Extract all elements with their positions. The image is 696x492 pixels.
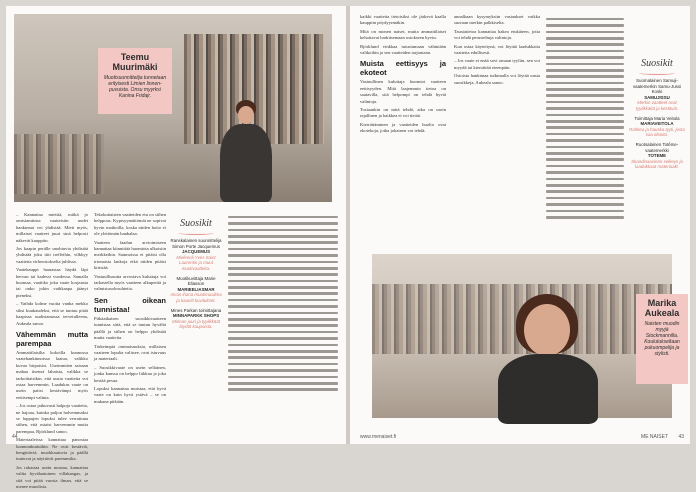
body-paragraph: Jos kaapin perälle unohtuvia yhdistää yhdistää joku tiiti treffeihin, vilkkyy vaatteita virheostokselta juhlissa.: [16, 246, 88, 264]
section-heading: Muista eettisyys ja ekoteot: [360, 59, 446, 78]
favorite-quote: Minnan juuri ja tyylikkäät löydöt kaupoista.: [172, 318, 220, 330]
caption-name: Marika Aukeala: [644, 298, 680, 318]
body-paragraph: Lopuksi kannattaa muistaa, että hyvä vaate on kuin hyvä ystävä – se on mukana pitkään.: [94, 385, 166, 404]
body-paragraph: – Vaihda kolme vuotta vanha mekko siksi kuukaudeksi, että se tuntuu pitää kaapissa uudistamassa tervetulleena, Aukeala sanoo.: [16, 301, 88, 326]
favorite-handle: MARIAVEITOLA: [640, 121, 674, 127]
body-paragraph: Mitä on monen naiset, mutta ammattilaiset kehottavat harkitsemaan ostokseen hyvin.: [360, 28, 446, 41]
body-paragraph: – Jos ostaa jatkuvasti halpoja vaatteita, ne hajoaa, kuinka paljon halvemmaksi se loppujen lopuksi tulee verrattuna siihen, että ostaisi harvemmin mutta parempaa, Björklund sanoo.: [16, 403, 88, 434]
body-paragraph: Vaatteen laadun arvioimiseen kannattaa kiinnittää huomiota ulkoisiin merkkeihin. Saumoissa ei pitäisi olla irtonaisia lankoja eikä niiden pitäisi kiristää.: [94, 239, 166, 271]
right-page: [350, 6, 690, 444]
favorite-handle: MARIEELIASMAR: [177, 286, 215, 292]
designer-photo: [14, 14, 332, 202]
favorite-who: Suomalainen Samuji-vaatemerkin Samu-Jussi Koski: [632, 78, 682, 95]
body-paragraph: kaikki vaatteita tietoisiksi ole järkevä kaalla kauppiin pöydyyrmäkin.: [360, 14, 446, 26]
favorite-handle: JACQUEMUS: [181, 249, 211, 255]
left-page: [6, 6, 346, 490]
body-paragraph: – Jos vaate ei enää sovi omaan tyyliin, sen voi myydä tai kierrättää eteenpäin.: [454, 58, 540, 70]
body-paragraph: Jos rakastaa usein mustaa, kannattaa valita hyvälaatuinen villakangas, ja sitä voi pitää vuosia ilman, että se menee muodista.: [16, 464, 88, 490]
section-heading: Sen oikean tunnistaa!: [94, 295, 166, 314]
wave-divider: [639, 71, 675, 75]
body-paragraph: Vastuullisuutta arvostava kuluttaja voi tarkastella myös vaatteen alkuperää ja valmistusolosuhteita.: [94, 273, 166, 292]
section-label: ME NAISET: [641, 434, 668, 440]
person-shape: [220, 124, 272, 202]
favorite-handle: MINNAPARKK SHOPS: [172, 313, 220, 319]
left-column-3: [228, 212, 338, 395]
face-shape: [524, 304, 570, 356]
body-paragraph: – Kannattaa miettiä, mitkä jo omistamiinsa vaatteisiin uudet hankinnat voi yhdistää. Mieti myös, millaiset vaatteet juuri sinä helposti näkevät kauppiin.: [16, 212, 88, 243]
designer-caption: [98, 48, 172, 114]
body-paragraph: Tekokuitaisten vaatteiden etu on siihen helppous. Kypisyymättömät ne sopivat hyvin matkoilla, koska niiden hoito ei ole ylettömän hankalaa.: [94, 212, 166, 237]
body-paragraph: Tosiaankin on mitä tehdä, aika on usein rajallinen ja kaikkea ei voi tietää.: [360, 107, 446, 119]
right-column-1: [360, 14, 446, 137]
body-paragraph: Vastuullinen kuluttaja huomioi vaatteen eettisyyden. Mitä laajemmin tietoa on saatavilla, sitä helpompi on tehdä hyviä valintoja.: [360, 79, 446, 104]
website-footer: www.menaiset.fi: [360, 434, 397, 440]
favorite-quote: Aivan ihana muotimaailma ja kauniit kuvitukset.: [170, 292, 222, 303]
favorite-item: [628, 78, 686, 112]
body-paragraph: Björklund vinkkaa tutustumaan vähintään valikoihin ja sen vaatteiden tarjontaan.: [360, 43, 446, 56]
caption-description: Muotisuunnittelija tunnetaan erityisesti Limien linnen-puvuista. Onsu myyrksi Kanina Fridajr.: [103, 75, 167, 99]
body-paragraph: Tärkeimpiä ominaisuuksia, millaisen vaatteen lopulta valitsee, ovat istuvuus ja materiaali.: [94, 343, 166, 362]
left-column-1: [16, 212, 88, 492]
wave-divider: [178, 231, 214, 235]
body-paragraph: Vaatekauppi haarastaa häydä läpi hervan tai kadessi vuodessa. Samalla huomaa, vaatiiko joku vaate korjausta tai onko jokin vaihkaapa jäänyt pieneksi.: [16, 267, 88, 298]
body-paragraph: Kierrättäminen ja vaatteiden huolto ovat ekotekoja, jotka jokainen voi tehdä.: [360, 121, 446, 134]
favorite-who: Ruotsalainen Totême-vaatemerkki: [635, 141, 679, 153]
favorite-quote: Rohkea ja hauska tyyli, josta saa ideoita.: [629, 126, 685, 138]
favorites-sidebar-right: [628, 58, 686, 174]
section-heading: Vähemmän mutta parempaa: [16, 329, 88, 348]
right-column-2: [454, 14, 540, 88]
favorite-handle: SAMUJISSU: [644, 94, 670, 100]
favorites-heading: Suosikit: [180, 218, 212, 229]
body-paragraph: – Suosikkivaate on usein sellainen, jonka kanssa on helppo liikkua ja joka kestää pesua.: [94, 364, 166, 383]
favorite-who: Muotikuvittaja Marie Eliasson: [176, 275, 216, 287]
favorites-heading: Suosikit: [641, 58, 673, 69]
right-column-3: [546, 14, 624, 222]
body-paragraph: Pitkäaikaisen suosikkivaatteen tunnistaa siitä, että se tuntuu hyvältä päällä ja siihen on helppo yhdistää muita vaatteita.: [94, 315, 166, 341]
page-number-left: 44: [12, 434, 18, 440]
body-paragraph: annalkaan kysymyksiin vastaukset vaikka suoraan merkin palkkiselta.: [454, 14, 540, 26]
caption-name: Teemu Muurimäki: [112, 52, 158, 72]
caption-description: Naisten muodin myyjä Stockmannilla. Koulutukseltaan pukuompelija ja stylisti.: [644, 321, 680, 357]
favorites-sidebar-left: [168, 218, 224, 334]
favorite-who: Mines Parkan toimittajana: [170, 307, 222, 313]
favorite-item: [168, 238, 224, 272]
favorite-item: [628, 142, 686, 170]
page-number-right: 43: [678, 434, 684, 440]
person-shape: [498, 354, 598, 424]
left-column-2: [94, 212, 166, 407]
favorite-quote: Mielenoli Yves Saint Laurentin ja muut muotivaatteita.: [176, 254, 216, 271]
favorite-item: [168, 276, 224, 304]
favorite-quote: Merkin vaatteet ovat tyylikkäitä ja kestäviä.: [635, 100, 679, 111]
body-paragraph: Kun ostaa käytettynä, voi löytää laadukkaita vaatteita edullisesti.: [454, 43, 540, 56]
favorite-who: Toimittaja Maria Veitola: [634, 115, 680, 121]
face-shape: [238, 106, 254, 124]
body-paragraph: Ostoista hankintaa tutkimalla voi löytää uusia suosikkeja, Aukeala sanoo.: [454, 73, 540, 85]
favorite-quote: Skandinaavinen selkeys ja laadukkaat materiaalit.: [631, 158, 683, 170]
favorite-who: Ranskalainen suunnittelija Simon Porte Jacquemus: [170, 238, 222, 249]
stylist-photo: [372, 254, 672, 418]
favorite-handle: TOTEME: [647, 153, 667, 159]
fabric-shelf-image: [14, 134, 104, 194]
favorite-item: [168, 308, 224, 330]
body-paragraph: Ammattilaisilta kokoilla kunnossa vaatehankinnoissa laatua, valikko kuvaa hirpaisisi. Useimmiten saisaan mahaa itsensä lahaisia, valikka se tarkoittaisikin, että uusia vaatteita voi ostaa harvemmin. Laadukas vaate on usein paitsi kestävämpi myös eettisempi valinta.: [16, 349, 88, 400]
body-paragraph: Taustatietoa kannattaa hakea etukäteen, jotta voi tehdä perusteltuja valintoja.: [454, 28, 540, 41]
body-paragraph: Materiaaleissa kannattaa panostaa luonnonkuituihin. Ne ovat kestäviä, hengittäviä, muokkautuvia ja päällä tuntuvat ja näyttävät paremmilta.: [16, 437, 88, 462]
stylist-caption: [636, 294, 688, 384]
favorite-item: [628, 116, 686, 138]
